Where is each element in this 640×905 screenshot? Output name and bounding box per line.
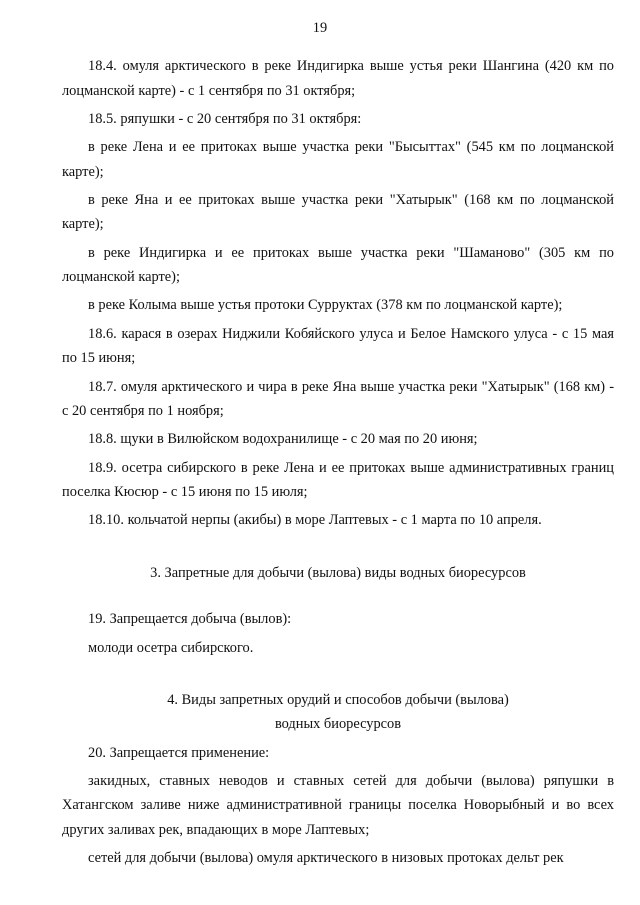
section-3-heading: 3. Запретные для добычи (вылова) виды водных биоресурсов <box>150 564 526 581</box>
paragraph-18-10: 18.10. кольчатой нерпы (акибы) в море Лаптевых - с 1 марта по 10 апреля. <box>88 512 542 529</box>
paragraph-lena: в реке Лена и ее притоках выше участка реки "Бысыттах" (545 км по лоцманской карте); <box>62 139 614 180</box>
document-body <box>62 54 614 875</box>
paragraph-18-8: 18.8. щуки в Вилюйском водохранилище - с 20 мая по 20 июня; <box>88 431 478 448</box>
section-4-heading-line1: 4. Виды запретных орудий и способов добычи (вылова) <box>167 691 509 708</box>
paragraph-18-5: 18.5. ряпушки - с 20 сентября по 31 октября: <box>88 110 362 127</box>
paragraph-18-9: 18.9. осетра сибирского в реке Лена и ее притоках выше административных границ поселка Кюсюр - с 15 июня по 15 июля; <box>62 459 614 501</box>
paragraph-19: 19. Запрещается добыча (вылов): <box>88 611 292 628</box>
paragraph-indigirka: в реке Индигирка и ее притоках выше участка реки "Шаманово" (305 км по лоцманской карте); <box>62 244 614 286</box>
spacer <box>62 537 614 561</box>
section-4-heading-line2: водных биоресурсов <box>274 716 402 733</box>
spacer <box>62 585 614 607</box>
paragraph-18-4: 18.4. омуля арктического в реке Индигирка выше устья реки Шангина (420 км по лоцманской карте) - с 1 сентября по 31 октября; <box>62 58 614 99</box>
page-number: 19 <box>312 20 328 36</box>
spacer <box>62 664 614 688</box>
paragraph-20: 20. Запрещается применение: <box>88 744 270 761</box>
paragraph-18-7: 18.7. омуля арктического и чира в реке Яна выше участка реки "Хатырык" (168 км) - с 20 сентября по 1 ноября; <box>62 378 614 420</box>
paragraph-yana: в реке Яна и ее притоках выше участка реки "Хатырык" (168 км по лоцманской карте); <box>62 191 614 233</box>
paragraph-19-item: молоди осетра сибирского. <box>88 639 254 656</box>
paragraph-20-item1: закидных, ставных неводов и ставных сетей для добычи (вылова) ряпушки в Хатангском заливе ниже административной границы поселка Новорыбный и во всех других заливах рек, впадающих в море Лаптевых; <box>62 772 614 838</box>
paragraph-20-item2: сетей для добычи (вылова) омуля арктического в низовых протоках дельт рек <box>88 850 564 867</box>
paragraph-18-6: 18.6. карася в озерах Ниджили Кобяйского улуса и Белое Намского улуса - с 15 мая по 15 июня; <box>62 325 614 367</box>
paragraph-kolyma: в реке Колыма выше устья протоки Сурруктах (378 км по лоцманской карте); <box>88 297 563 314</box>
